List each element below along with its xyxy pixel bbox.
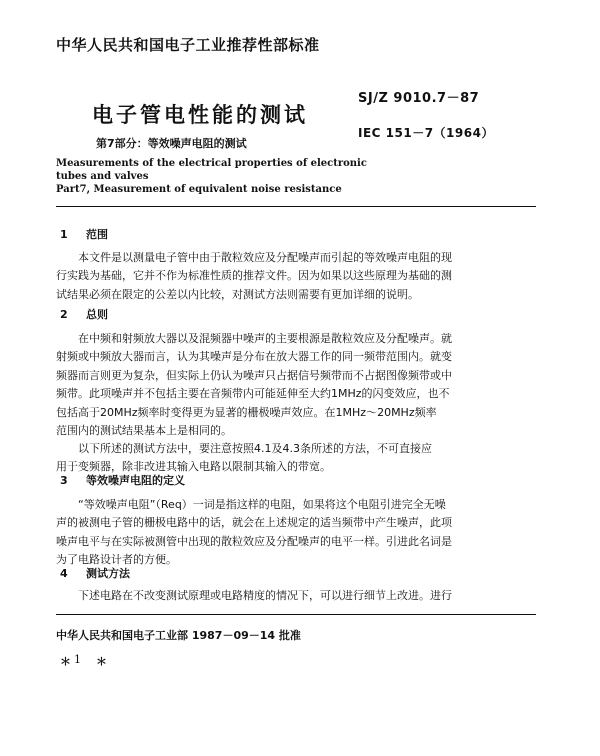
section-number: 4 <box>60 567 68 580</box>
english-title-line: Part7, Measurement of equivalent noise resistance <box>56 184 342 195</box>
section-number: 3 <box>60 474 68 487</box>
section-number: 2 <box>60 308 68 321</box>
text-line: “等效噪声电阻”（Req）一词是指这样的电阻，如果将这个电阻引进完全无噪 <box>78 498 446 511</box>
text-line: 范围内的测试结果基本上是相同的。 <box>56 424 232 438</box>
text-line: 在中频和射频放大器以及混频器中噪声的主要根源是散粒效应及分配噪声。就 <box>78 332 452 345</box>
approval-line: 中华人民共和国电子工业部 1987－09－14 批准 <box>56 629 301 642</box>
text-line: 为了电路设计者的方便。 <box>56 553 177 567</box>
section-3-paragraph <box>56 496 534 570</box>
document-subtitle: 第7部分：等效噪声电阻的测试 <box>96 137 247 150</box>
header-divider <box>56 206 536 207</box>
section-heading-2 <box>60 306 108 322</box>
section-title: 总则 <box>86 308 108 321</box>
section-2-paragraph <box>56 330 534 440</box>
section-title: 范围 <box>86 228 108 241</box>
text-line: 试结果必须在限定的公差以内比较，对测试方法则需要有更加详细的说明。 <box>56 287 419 301</box>
english-title-line: Measurements of the electrical properties of electronic <box>56 158 367 169</box>
text-line: 以下所述的测试方法中，要注意按照4.1及4.3条所述的方法，不可直接应 <box>78 442 432 455</box>
text-line: 声的被测电子管的栅极电路中的话，就会在上述规定的适当频带中产生噪声，此项 <box>56 516 452 530</box>
section-1-paragraph <box>56 249 534 304</box>
section-4-paragraph <box>56 587 534 605</box>
section-number: 1 <box>60 228 68 241</box>
text-line: 噪声电平与在实际被测管中出现的散粒效应及分配噪声的电平一样。引进此名词是 <box>56 534 452 548</box>
section-title: 等效噪声电阻的定义 <box>86 474 185 487</box>
text-line: 行实践为基础，它并不作为标准性质的推荐文件。因为如果以这些原理为基础的测 <box>56 269 452 283</box>
standard-number: SJ/Z 9010.7－87 <box>358 91 480 106</box>
text-line: 本文件是以测量电子管中由于散粒效应及分配噪声而引起的等效噪声电阻的现 <box>78 251 452 264</box>
section-heading-4 <box>60 565 130 581</box>
iec-reference: IEC 151－7（1964） <box>358 126 494 140</box>
text-line: 用于变频器，除非改进其输入电路以限制其输入的带宽。 <box>56 460 331 474</box>
footer-divider <box>56 614 536 615</box>
section-heading-3 <box>60 472 185 488</box>
document-title: 电子管电性能的测试 <box>92 103 308 127</box>
page-number: 1 <box>74 653 81 666</box>
footer-mark-right: ＊ <box>96 655 107 668</box>
issuing-organization: 中华人民共和国电子工业推荐性部标准 <box>56 36 320 54</box>
text-line: 频器而言则更为复杂，但实际上仍认为噪声只占据信号频带而不占据图像频带或中 <box>56 368 452 382</box>
text-line: 下述电路在不改变测试原理或电路精度的情况下，可以进行细节上改进。进行 <box>78 589 452 602</box>
section-title: 测试方法 <box>86 567 130 580</box>
footer-mark-left: ＊ <box>60 655 71 668</box>
text-line: 射频或中频放大器而言，认为其噪声是分布在放大器工作的同一频带范围内。就变 <box>56 350 452 364</box>
text-line: 包括高于20MHz频率时变得更为显著的栅极噪声效应。在1MHz～20MHz频率 <box>56 405 437 419</box>
section-heading-1 <box>60 226 108 242</box>
text-line: 频带。此项噪声并不包括主要在音频带内可能延伸至大约1MHz的闪变效应，也不 <box>56 387 450 401</box>
english-title-line: tubes and valves <box>56 171 149 182</box>
